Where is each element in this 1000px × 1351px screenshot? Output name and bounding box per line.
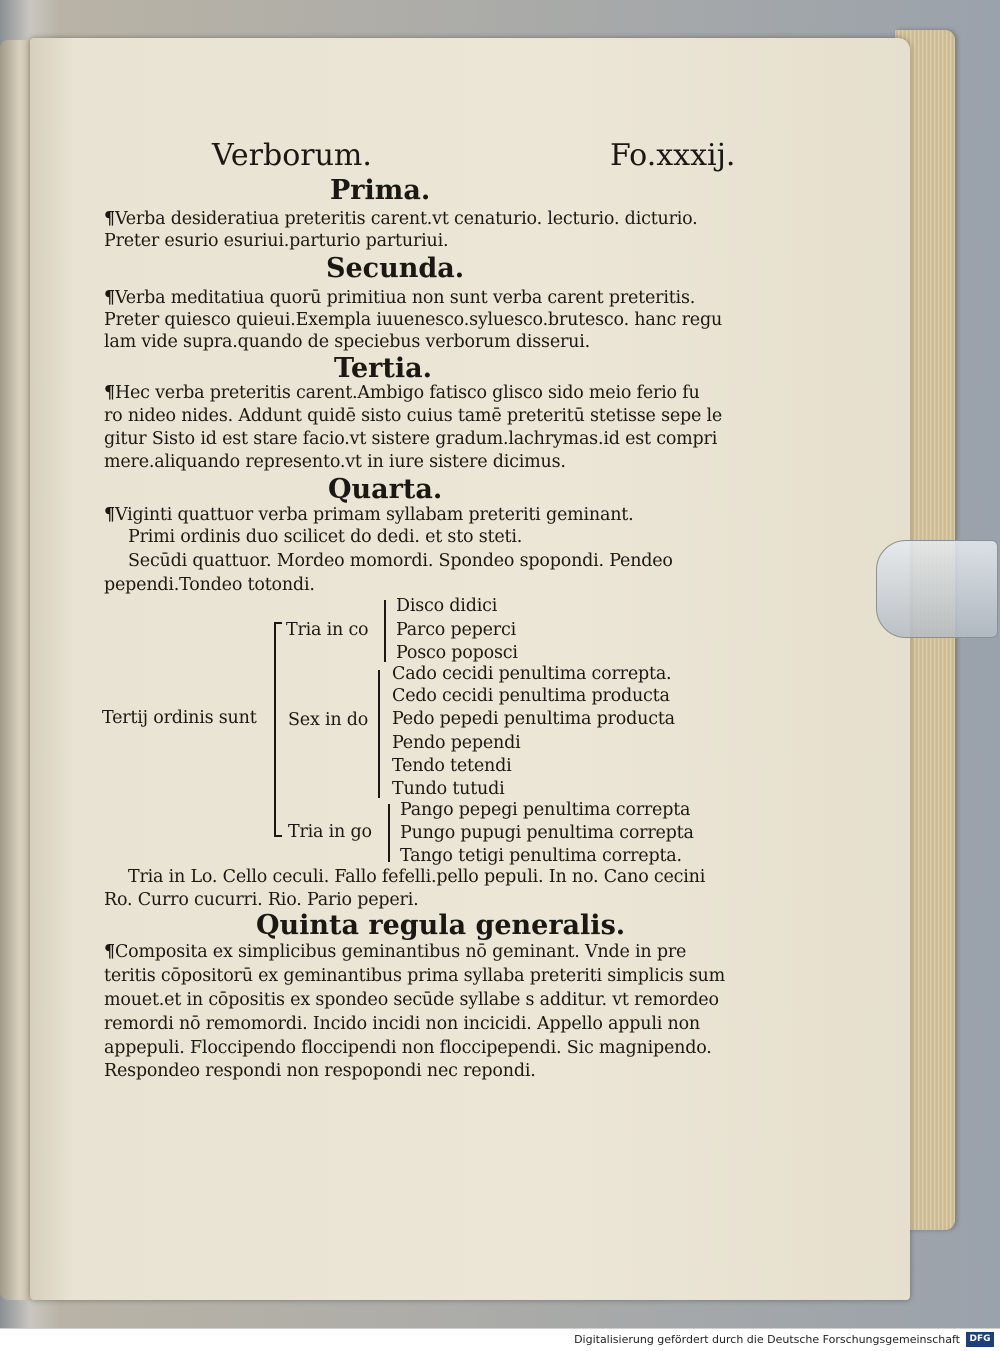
folio-number: Fo.xxxij. [610, 138, 736, 173]
secunda-line-2: Preter quiesco quieui.Exempla iuuenesco.syluesco.brutesco. hanc regu [104, 310, 723, 330]
quarta-line-4: pependi.Tondeo totondi. [104, 575, 315, 595]
quarta-line-2: Primi ordinis duo scilicet do dedi. et sto steti. [128, 527, 523, 547]
tertia-line-2: ro nideo nides. Addunt quidē sisto cuius tamē preteritū stetisse sepe le [104, 406, 723, 426]
group2-item-5: Tendo tetendi [392, 756, 512, 776]
group3-label: Tria in go [288, 822, 372, 842]
group1-item-1: Disco didici [396, 596, 498, 616]
quinta-line-2: teritis cōpositorū ex geminantibus prima syllaba preteriti simplicis sum [104, 966, 725, 986]
brace-group1 [384, 600, 386, 662]
group3-item-3: Tango tetigi penultima correpta. [400, 846, 682, 866]
brace-group3 [388, 804, 390, 862]
running-header: Verborum. [212, 138, 372, 173]
quarta-line-1: ¶Viginti quattuor verba primam syllabam preteriti geminant. [104, 505, 634, 525]
group3-item-1: Pango pepegi penultima correpta [400, 800, 691, 820]
secunda-line-1: ¶Verba meditatiua quorū primitiua non sunt verba carent preteritis. [104, 288, 696, 308]
bookmark-clip [876, 540, 998, 638]
quinta-line-1: ¶Composita ex simplicibus geminantibus nō geminant. Vnde in pre [104, 942, 687, 962]
after-table-line-2: Ro. Curro cucurri. Rio. Pario peperi. [104, 890, 419, 910]
heading-quinta: Quinta regula generalis. [256, 910, 626, 941]
pilcrow-icon: ¶ [104, 505, 115, 525]
quinta-line-4: remordi nō remomordi. Incido incidi non incicidi. Appello appuli non [104, 1014, 700, 1034]
pilcrow-icon: ¶ [104, 209, 115, 229]
tertia-line-4: mere.aliquando represento.vt in iure sistere dicimus. [104, 452, 566, 472]
group1-item-3: Posco poposci [396, 643, 518, 663]
heading-prima: Prima. [330, 175, 431, 206]
group2-item-6: Tundo tutudi [392, 779, 505, 799]
group1-item-2: Parco peperci [396, 620, 516, 640]
tertia-line-1: ¶Hec verba preteritis carent.Ambigo fatisco glisco sido meio ferio fu [104, 383, 700, 403]
quarta-line-3: Secūdi quattuor. Mordeo momordi. Spondeo spopondi. Pendeo [128, 551, 673, 571]
quinta-line-3: mouet.et in cōpositis ex spondeo secūde syllabe s additur. vt remordeo [104, 990, 719, 1010]
heading-tertia: Tertia. [334, 353, 433, 384]
group2-item-1: Cado cecidi penultima correpta. [392, 664, 672, 684]
footer-credit: Digitalisierung gefördert durch die Deutsche Forschungsgemeinschaft [574, 1333, 960, 1346]
quinta-line-5: appepuli. Floccipendo floccipendi non floccipependi. Sic magnipendo. [104, 1038, 712, 1058]
prima-line-1: ¶Verba desideratiua preteritis carent.vt cenaturio. lecturio. dicturio. [104, 209, 698, 229]
pilcrow-icon: ¶ [104, 942, 115, 962]
footer-bar [0, 1328, 1000, 1351]
secunda-line-3: lam vide supra.quando de speciebus verborum disserui. [104, 332, 590, 352]
brace-tick [274, 622, 282, 624]
pilcrow-icon: ¶ [104, 288, 115, 308]
brace-main [274, 622, 276, 836]
brace-group2 [378, 670, 380, 798]
table-root-label: Tertij ordinis sunt [102, 708, 257, 728]
group1-label: Tria in co [286, 620, 369, 640]
pilcrow-icon: ¶ [104, 383, 115, 403]
after-table-line-1: Tria in Lo. Cello ceculi. Fallo fefelli.pello pepuli. In no. Cano cecini [128, 867, 706, 887]
heading-quarta: Quarta. [328, 474, 443, 505]
group2-item-3: Pedo pepedi penultima producta [392, 709, 675, 729]
dfg-logo: DFG [966, 1332, 994, 1347]
group2-item-2: Cedo cecidi penultima producta [392, 686, 670, 706]
prima-line-2: Preter esurio esuriui.parturio parturiui. [104, 231, 449, 251]
heading-secunda: Secunda. [326, 253, 465, 284]
tertia-line-3: gitur Sisto id est stare facio.vt sistere gradum.lachrymas.id est compri [104, 429, 718, 449]
group2-item-4: Pendo pependi [392, 733, 521, 753]
brace-tick [274, 835, 282, 837]
group3-item-2: Pungo pupugi penultima correpta [400, 823, 694, 843]
quinta-line-6: Respondeo respondi non respopondi nec repondi. [104, 1061, 536, 1081]
group2-label: Sex in do [288, 710, 369, 730]
